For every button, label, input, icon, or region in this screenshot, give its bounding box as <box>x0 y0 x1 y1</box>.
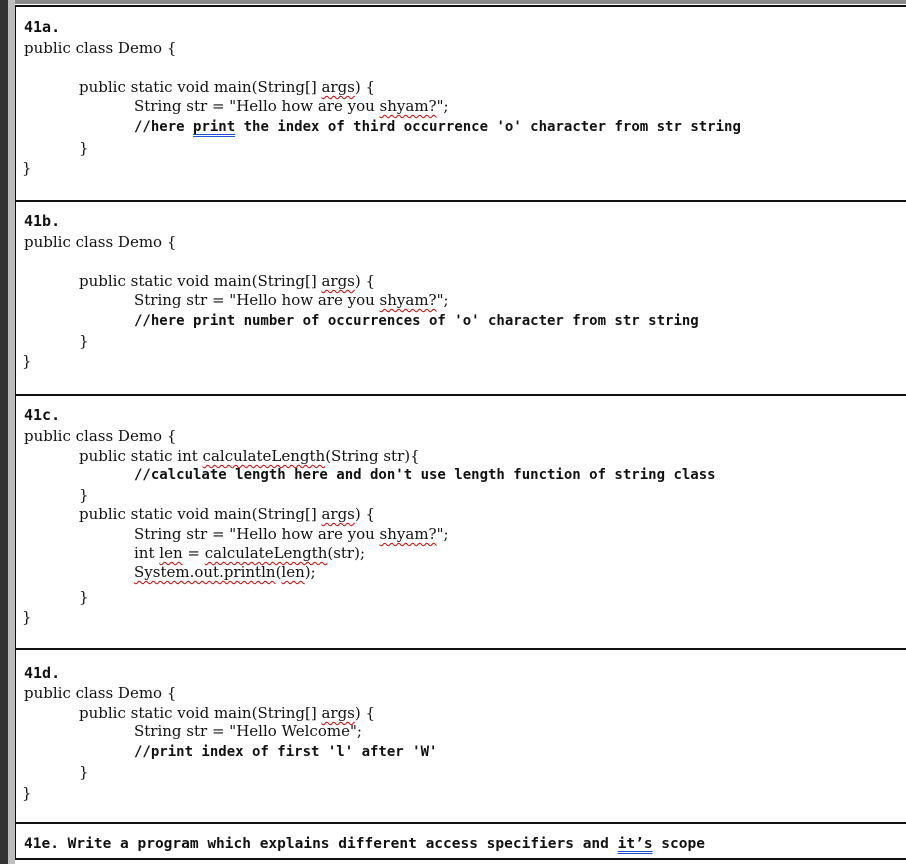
question-41d <box>15 648 906 822</box>
calculate-method-line: public static int calculateLength(String str){ <box>79 447 420 465</box>
heading-41c: 41c. <box>24 406 61 424</box>
class-close-brace: } <box>22 608 32 626</box>
calculate-close-brace: } <box>79 486 89 504</box>
calculate-comment: //calculate length here and don't use length function of string class <box>134 467 716 483</box>
method-close-brace: } <box>79 588 89 606</box>
class-close-brace: } <box>22 784 32 802</box>
question-41e <box>15 822 906 858</box>
task-comment: //here print the index of third occurrence 'o' character from str string <box>134 119 741 135</box>
string-declaration: String str = "Hello how are you shyam?"; <box>134 97 449 115</box>
question-41e-text: 41e. Write a program which explains different access specifiers and it’s scope <box>24 836 705 852</box>
main-method-line: public static void main(String[] args) { <box>79 272 376 290</box>
task-comment: //print index of first 'l' after 'W' <box>134 744 438 760</box>
println-statement: System.out.println(len); <box>134 563 316 581</box>
left-edge-inner <box>8 0 15 864</box>
question-41c <box>15 394 906 648</box>
heading-41d: 41d. <box>24 664 61 682</box>
string-declaration: String str = "Hello Welcome"; <box>134 722 362 740</box>
string-declaration: String str = "Hello how are you shyam?"; <box>134 291 449 309</box>
class-close-brace: } <box>22 352 32 370</box>
class-declaration: public class Demo { <box>24 427 177 445</box>
method-close-brace: } <box>79 332 89 350</box>
method-close-brace: } <box>79 763 89 781</box>
class-declaration: public class Demo { <box>24 233 177 251</box>
class-declaration: public class Demo { <box>24 684 177 702</box>
class-declaration: public class Demo { <box>24 39 177 57</box>
class-close-brace: } <box>22 159 32 177</box>
heading-41b: 41b. <box>24 212 61 230</box>
top-edge <box>0 0 906 4</box>
task-comment: //here print number of occurrences of 'o' character from str string <box>134 313 699 329</box>
main-method-line: public static void main(String[] args) { <box>79 505 376 523</box>
main-method-line: public static void main(String[] args) { <box>79 704 376 722</box>
table-bottom-border <box>15 858 906 860</box>
question-41b <box>15 200 906 394</box>
string-declaration: String str = "Hello how are you shyam?"; <box>134 525 449 543</box>
question-41a <box>15 5 906 200</box>
method-close-brace: } <box>79 139 89 157</box>
left-edge <box>0 0 8 864</box>
main-method-line: public static void main(String[] args) { <box>79 78 376 96</box>
length-assignment: int len = calculateLength(str); <box>134 544 366 562</box>
heading-41a: 41a. <box>24 18 61 36</box>
